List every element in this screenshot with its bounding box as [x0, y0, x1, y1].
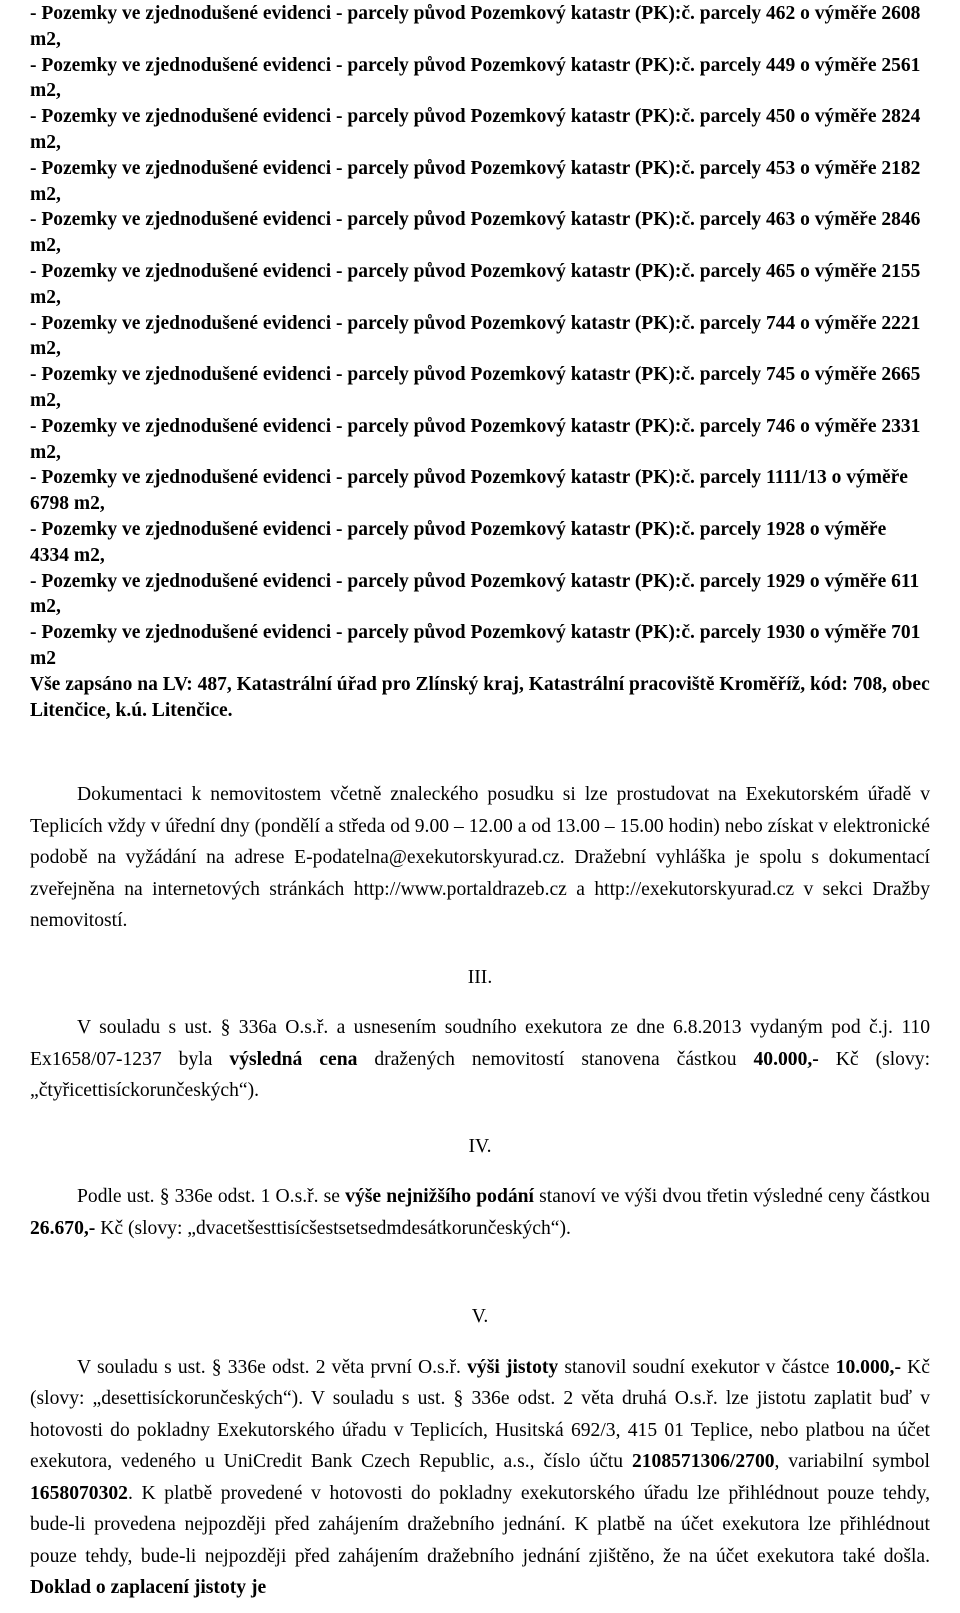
parcel-item: - Pozemky ve zjednodušené evidenci - parcely původ Pozemkový katastr (PK):č. parcely 465 o výměře 2155 m2, [30, 260, 921, 308]
text-run: stanovil soudní exekutor v částce [558, 1356, 836, 1378]
parcel-item: - Pozemky ve zjednodušené evidenci - parcely původ Pozemkový katastr (PK):č. parcely 450 o výměře 2824 m2, [30, 106, 921, 153]
parcel-item: - Pozemky ve zjednodušené evidenci - parcely původ Pozemkový katastr (PK):č. parcely 462 o výměře 2608 m2, [30, 3, 921, 50]
text-run: V souladu s ust. § 336a O.s.ř. a usnesením soudního exekutora ze dne 6.8.2013 vydaným pod č.j. 110 Ex1658/07-1237 byla [30, 1017, 930, 1070]
text-run: , variabilní symbol [774, 1451, 930, 1473]
text-run: Podle ust. § 336e odst. 1 O.s.ř. se [77, 1186, 346, 1208]
text-run: V souladu s ust. § 336e odst. 2 věta první O.s.ř. [77, 1356, 468, 1378]
text-run: . K platbě provedené v hotovosti do pokladny exekutorského úřadu lze přihlédnout pouze tehdy, bude-li provedena nejpozději před zahájením dražebního jednání. K platbě na účet exekutora lze přihlédnout pouze tehdy, bude-li nejpozději před zahájením dražebního jednání zjištěno, že na účet exekutora také došla. [30, 1482, 930, 1567]
text-run: stanoví ve výši dvou třetin výsledné ceny částkou [534, 1186, 930, 1208]
lowest-bid-term: výše nejnižšího podání [345, 1186, 534, 1208]
text-run: Kč (slovy: „čtyřicettisíckorunčeských“). [30, 1048, 931, 1102]
text-run: Kč (slovy: „desettisíckorunčeských“). V souladu s ust. § 336e odst. 2 věta druhá O.s.ř. lze jistotu zaplatit buď v hotovosti do pokladny Exekutorského úřadu v Teplicích, Husitská 692/3, 415 01 Teplice, nebo platbou na účet exekutora, vedeného u UniCredit Bank Czech Republic, a.s., číslo účtu [30, 1356, 930, 1473]
parcel-item: - Pozemky ve zjednodušené evidenci - parcely původ Pozemkový katastr (PK):č. parcely 453 o výměře 2182 m2, [30, 157, 921, 205]
deposit-proof-term: Doklad o zaplacení jistoty je [30, 1577, 267, 1599]
parcel-item: - Pozemky ve zjednodušené evidenci - parcely původ Pozemkový katastr (PK):č. parcely 1111/13 o výměře 6798 m2, [30, 467, 908, 515]
land-registry-summary: Vše zapsáno na LV: 487, Katastrální úřad pro Zlínský kraj, Katastrální pracoviště Kroměříž, kód: 708, obec Litenčice, k.ú. Litenčice. [30, 673, 930, 721]
deposit-term: výši jistoty [467, 1356, 559, 1378]
lowest-bid-amount: 26.670,- [30, 1217, 96, 1239]
parcel-item: - Pozemky ve zjednodušené evidenci - parcely původ Pozemkový katastr (PK):č. parcely 1928 o výměře 4334 m2, [30, 518, 887, 566]
final-price-amount: 40.000,- [753, 1048, 819, 1070]
parcel-item: - Pozemky ve zjednodušené evidenci - parcely původ Pozemkový katastr (PK):č. parcely 1929 o výměře 611 m2, [30, 570, 920, 618]
deposit-paragraph [30, 1352, 930, 1604]
text-run: dražených nemovitostí stanovena částkou [357, 1048, 754, 1070]
deposit-amount: 10.000,- [835, 1356, 901, 1378]
variable-symbol: 1658070302 [30, 1482, 128, 1504]
parcel-item: - Pozemky ve zjednodušené evidenci - parcely původ Pozemkový katastr (PK):č. parcely 449 o výměře 2561 m2, [30, 54, 921, 102]
parcel-item: - Pozemky ve zjednodušené evidenci - parcely původ Pozemkový katastr (PK):č. parcely 744 o výměře 2221 m2, [30, 312, 921, 360]
section-heading-v: V. [471, 1306, 489, 1328]
final-price-paragraph [30, 1012, 930, 1107]
section-heading-iv: IV. [468, 1135, 492, 1157]
section-heading-iii: III. [467, 966, 493, 988]
lowest-bid-paragraph [30, 1181, 930, 1244]
final-price-term: výsledná cena [229, 1048, 358, 1070]
parcel-item: - Pozemky ve zjednodušené evidenci - parcely původ Pozemkový katastr (PK):č. parcely 745 o výměře 2665 m2, [30, 364, 921, 411]
text-run: Kč (slovy: „dvacetšesttisícšestsetsedmdesátkorunčeských“). [95, 1217, 571, 1239]
documentation-paragraph: Dokumentaci k nemovitostem včetně znaleckého posudku si lze prostudovat na Exekutorském úřadě v Teplicích vždy v úřední dny (pondělí a středa od 9.00 – 12.00 a od 13.00 – 15.00 hodin) nebo získat v elektronické podobě na vyžádání na adrese E-podatelna@exekutorskyurad.cz. Dražební vyhláška je spolu s dokumentací zveřejněna na internetových stránkách http://www.portaldrazeb.cz a http://exekutorskyurad.cz v sekci Dražby nemovitostí. [30, 784, 930, 932]
parcel-item: - Pozemky ve zjednodušené evidenci - parcely původ Pozemkový katastr (PK):č. parcely 746 o výměře 2331 m2, [30, 415, 921, 463]
account-number: 2108571306/2700 [631, 1451, 775, 1473]
parcel-item: - Pozemky ve zjednodušené evidenci - parcely původ Pozemkový katastr (PK):č. parcely 463 o výměře 2846 m2, [30, 209, 921, 257]
parcel-item: - Pozemky ve zjednodušené evidenci - parcely původ Pozemkový katastr (PK):č. parcely 1930 o výměře 701 m2 [30, 622, 921, 669]
parcel-list [30, 0, 930, 672]
